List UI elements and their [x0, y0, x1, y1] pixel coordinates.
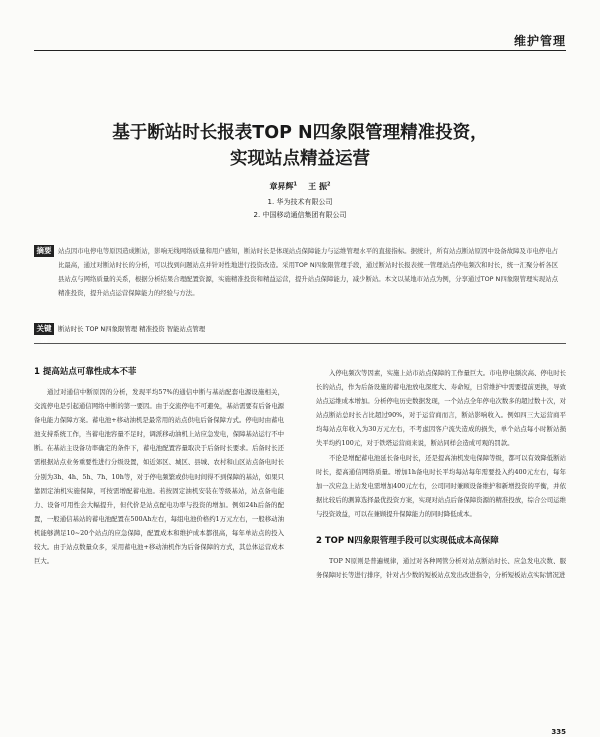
divider [34, 343, 566, 344]
author-1: 章昇辉 [269, 182, 294, 191]
paragraph: 不论是增配蓄电池延长备电时长，还是提高油机发电保障等级，都可以有效降低断站时长，提高通信网络质量。增加1h备电时长平均每站每年需要投入约400元左右，每年加一次应急上站发电需增加400元左右，公司同时兼顾设备维护和新增投资的平衡，并依据比较后的测算选择最优投资方案，实现对站点后备保障资源的精准投放，综合公司运维与投资效益，可以在兼顾提升保障能力的同时降低成本。 [316, 453, 566, 518]
column-right [316, 366, 566, 582]
paragraph: 通过对通信中断原因的分析，发现平均57%的通信中断与基站配套电源设施相关，交流停电是引起通信网络中断的第一要因。由于交流停电不可避免，基站需要有后备电源备电能力保障方案。蓄电池+移动油机是最常用的站点供电后备保障方式。停电时由蓄电池支持系统工作，当蓄电池容量不足时，调派移动油机上站应急发电，保障基站运行不中断。在基站主设备功率确定的条件下，蓄电池配置容量取决于后备时长要求。后备时长还需根据站点业务重要性进行分级设置，如近郊区、城区、县城、农村和山区站点备电时长分别为3h、4h、5h、7h、10h等，对于停电频繁或供电时间得不到保障的基站，如果只靠固定油机实施保障，可按需增配蓄电池。若按固定油机安装在等级基站，站点备电能力、设备可用性会大幅提升，但代价是站点配电功率与投资的增加。例如24h后备的配置，一般通信基站的蓄电池配置在500Ah左右，每组电池价格约1万元左右，一般移动油机能够满足10~20个站点的应急保障，配置成本和维护成本都很高，每年单站点的投入较大。由于站点数量众多，采用蓄电池+移动油机作为后备保障的方式，其总体运营成本巨大。 [34, 388, 284, 566]
affiliation-2: 2. 中国移动通信集团有限公司 [253, 211, 347, 219]
section-heading-2: 2 TOP N四象限管理手段可以实现低成本高保障 [316, 536, 499, 547]
keywords-text: 断站时长 TOP N四象限管理 精准投资 智能站点管理 [58, 325, 206, 333]
author-2-sup: 2 [326, 181, 331, 188]
page-number: 335 [551, 728, 566, 736]
affiliation-1: 1. 华为技术有限公司 [267, 198, 333, 206]
keywords-label: 关键词 [34, 323, 54, 335]
title-line-1: 基于断站时长报表TOP N四象限管理精准投资， [112, 123, 488, 143]
article-title [40, 120, 560, 172]
paragraph: TOP N原则是普遍规律，通过对各种网管分析对站点断站时长、应急发电次数、服务保障时长等进行排序，针对占少数的短板站点发出改进指令，分析短板站点实际情况进 [316, 557, 566, 580]
section-tag: 维护管理 [513, 34, 566, 48]
author-2: 王 振 [308, 182, 327, 191]
section-heading-1: 1 提高站点可靠性成本不菲 [34, 367, 137, 377]
title-line-2: 实现站点精益运营 [230, 149, 370, 169]
header-bar [34, 30, 566, 51]
abstract-text: 站点因市电停电等原因造成断站，影响无线网络质量和用户感知，断站时长是体现站点保障能力与运维管理水平的直接指标。据统计，所有站点断站原因中设备故障及市电停电占比最高，通过对断站时长的分析，可以找到问题站点并针对性地进行投资改造。采用TOP N四象限管理手段，通过断站时长报表统一管理站点停电频次和时长，统一汇聚分析各区县站点与网络质量的关系，根据分析结果合理配置资源，实施精准投资和精益运营，提升站点保障能力，减少断站。本文以某地市站点为例，分享通过TOP N四象限管理实现站点精准投资，提升站点运营保障能力的经验与方法。 [58, 247, 558, 297]
authors [0, 181, 600, 192]
column-left [34, 366, 284, 568]
author-1-sup: 1 [293, 181, 298, 188]
abstract-label: 摘要 [34, 245, 54, 257]
paragraph: 入停电频次等因素，实施上站市站点保障的工作量巨大。市电停电频次高、停电时长长的站点，作为后备设施的蓄电池放电深度大、寿命短，日常维护中需要提前更换，导致站点运维成本增加。分析停电历史数据发现，一个站点全年停电次数多的超过数十次，对站点断站总时长占比超过90%，对于运营商而言，断站影响收入。例如四三大运营商平均每站点年收入为30万元左右，不考虑因客户流失造成的损失，单个站点每小时断站损失平均约100元，对于铁塔运营商来说，断站同样会造成可观的罚款。 [316, 369, 566, 448]
